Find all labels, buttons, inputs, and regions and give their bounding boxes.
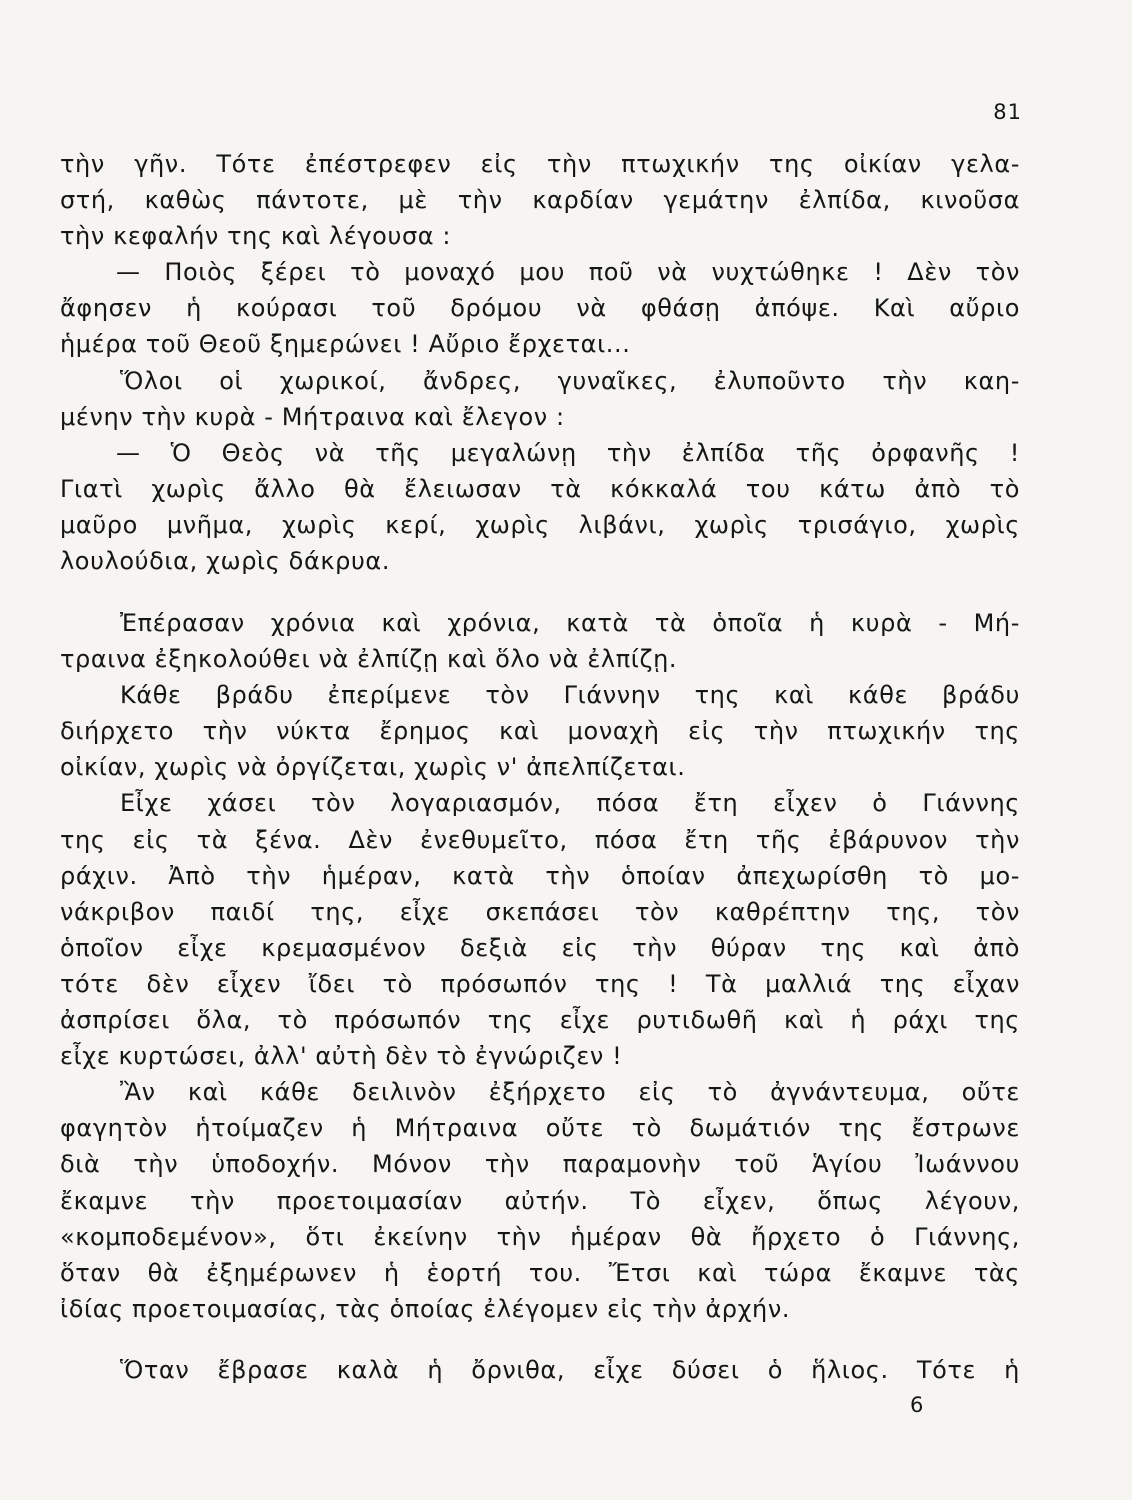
text-line: τραινα ἐξηκολούθει νὰ ἐλπίζῃ καὶ ὅλο νὰ ἐλπίζῃ. <box>60 645 678 674</box>
text-line: της εἰς τὰ ξένα. Δὲν ἐνεθυμεῖτο, πόσα ἔτη τῆς ἐβάρυνον τὴν <box>60 825 1020 854</box>
text-line: Ὅλοι οἱ χωρικοί, ἄνδρες, γυναῖκες, ἐλυποῦντο τὴν καη- <box>120 366 1020 395</box>
text-line: — Ποιὸς ξέρει τὸ μοναχό μου ποῦ νὰ νυχτώθηκε ! Δὲν τὸν <box>116 258 1020 287</box>
signature-number: 6 <box>910 1393 924 1417</box>
text-line: ἔκαμνε τὴν προετοιμασίαν αὐτήν. Τὸ εἶχεν, ὅπως λέγουν, <box>60 1186 1020 1215</box>
paragraph-block-final <box>60 1352 1020 1388</box>
text-line: μένην τὴν κυρὰ - Μήτραινα καὶ ἔλεγον : <box>60 402 565 431</box>
text-line: τὴν κεφαλήν της καὶ λέγουσα : <box>60 222 452 251</box>
paragraph-block-opening <box>60 146 1020 579</box>
page-number: 81 <box>993 100 1022 124</box>
text-line: Γιατὶ χωρὶς ἄλλο θὰ ἔλειωσαν τὰ κόκκαλά του κάτω ἀπὸ τὸ <box>60 474 1020 503</box>
paragraph-block-middle <box>60 605 1020 1327</box>
text-line: ὁποῖον εἶχε κρεμασμένον δεξιὰ εἰς τὴν θύραν της καὶ ἀπὸ <box>60 933 1020 962</box>
text-line: Ἐπέρασαν χρόνια καὶ χρόνια, κατὰ τὰ ὁποῖα ἡ κυρὰ - Μή- <box>120 609 1020 637</box>
text-line: τὴν γῆν. Τότε ἐπέστρεφεν εἰς τὴν πτωχικήν της οἰκίαν γελα- <box>60 150 1020 178</box>
text-line: — Ὁ Θεὸς νὰ τῆς μεγαλώνῃ τὴν ἐλπίδα τῆς ὀρφανῆς ! <box>116 438 1020 467</box>
text-line: στή, καθὼς πάντοτε, μὲ τὴν καρδίαν γεμάτην ἐλπίδα, κινοῦσα <box>60 186 1020 215</box>
text-line: ἡμέρα τοῦ Θεοῦ ξημερώνει ! Αὔριο ἔρχεται... <box>60 330 631 359</box>
text-line: Εἶχε χάσει τὸν λογαριασμόν, πόσα ἔτη εἶχεν ὁ Γιάννης <box>120 789 1020 818</box>
text-line: μαῦρο μνῆμα, χωρὶς κερί, χωρὶς λιβάνι, χωρὶς τρισάγιο, χωρὶς <box>60 510 1020 539</box>
text-line: τότε δὲν εἶχεν ἴδει τὸ πρόσωπόν της ! Τὰ μαλλιά της εἶχαν <box>60 969 1020 998</box>
text-line: Ἂν καὶ κάθε δειλινὸν ἐξήρχετο εἰς τὸ ἀγνάντευμα, οὔτε <box>120 1078 1020 1107</box>
text-line: φαγητὸν ἡτοίμαζεν ἡ Μήτραινα οὔτε τὸ δωμάτιόν της ἔστρωνε <box>60 1114 1020 1143</box>
text-line: ράχιν. Ἀπὸ τὴν ἡμέραν, κατὰ τὴν ὁποίαν ἀπεχωρίσθη τὸ μο- <box>60 861 1020 890</box>
text-line: ἄφησεν ἡ κούρασι τοῦ δρόμου νὰ φθάσῃ ἀπόψε. Καὶ αὔριο <box>60 294 1020 323</box>
text-line: νάκριβον παιδί της, εἶχε σκεπάσει τὸν καθρέπτην της, τὸν <box>60 897 1020 926</box>
text-line: διὰ τὴν ὑποδοχήν. Μόνον τὴν παραμονὴν τοῦ Ἁγίου Ἰωάννου <box>60 1150 1020 1179</box>
text-line: οἰκίαν, χωρὶς νὰ ὀργίζεται, χωρὶς ν' ἀπελπίζεται. <box>60 753 686 782</box>
text-line: εἶχε κυρτώσει, ἀλλ' αὐτὴ δὲν τὸ ἐγνώριζεν ! <box>60 1042 623 1071</box>
text-line: «κομποδεμένον», ὅτι ἐκείνην τὴν ἡμέραν θὰ ἤρχετο ὁ Γιάννης, <box>60 1222 1020 1251</box>
text-line: Κάθε βράδυ ἐπερίμενε τὸν Γιάννην της καὶ κάθε βράδυ <box>120 681 1020 710</box>
text-line: διήρχετο τὴν νύκτα ἔρημος καὶ μοναχὴ εἰς τὴν πτωχικήν της <box>60 717 1020 746</box>
text-line: ἀσπρίσει ὅλα, τὸ πρόσωπόν της εἶχε ρυτιδωθῆ καὶ ἡ ράχι της <box>60 1006 1020 1035</box>
text-line: Ὅταν ἔβρασε καλὰ ἡ ὄρνιθα, εἶχε δύσει ὁ ἥλιος. Τότε ἡ <box>120 1356 1020 1384</box>
text-line: ἰδίας προετοιμασίας, τὰς ὁποίας ἐλέγομεν εἰς τὴν ἀρχήν. <box>60 1294 791 1323</box>
text-line: ὅταν θὰ ἐξημέρωνεν ἡ ἑορτή του. Ἔτσι καὶ τώρα ἔκαμνε τὰς <box>60 1258 1020 1287</box>
text-line: λουλούδια, χωρὶς δάκρυα. <box>60 547 391 576</box>
